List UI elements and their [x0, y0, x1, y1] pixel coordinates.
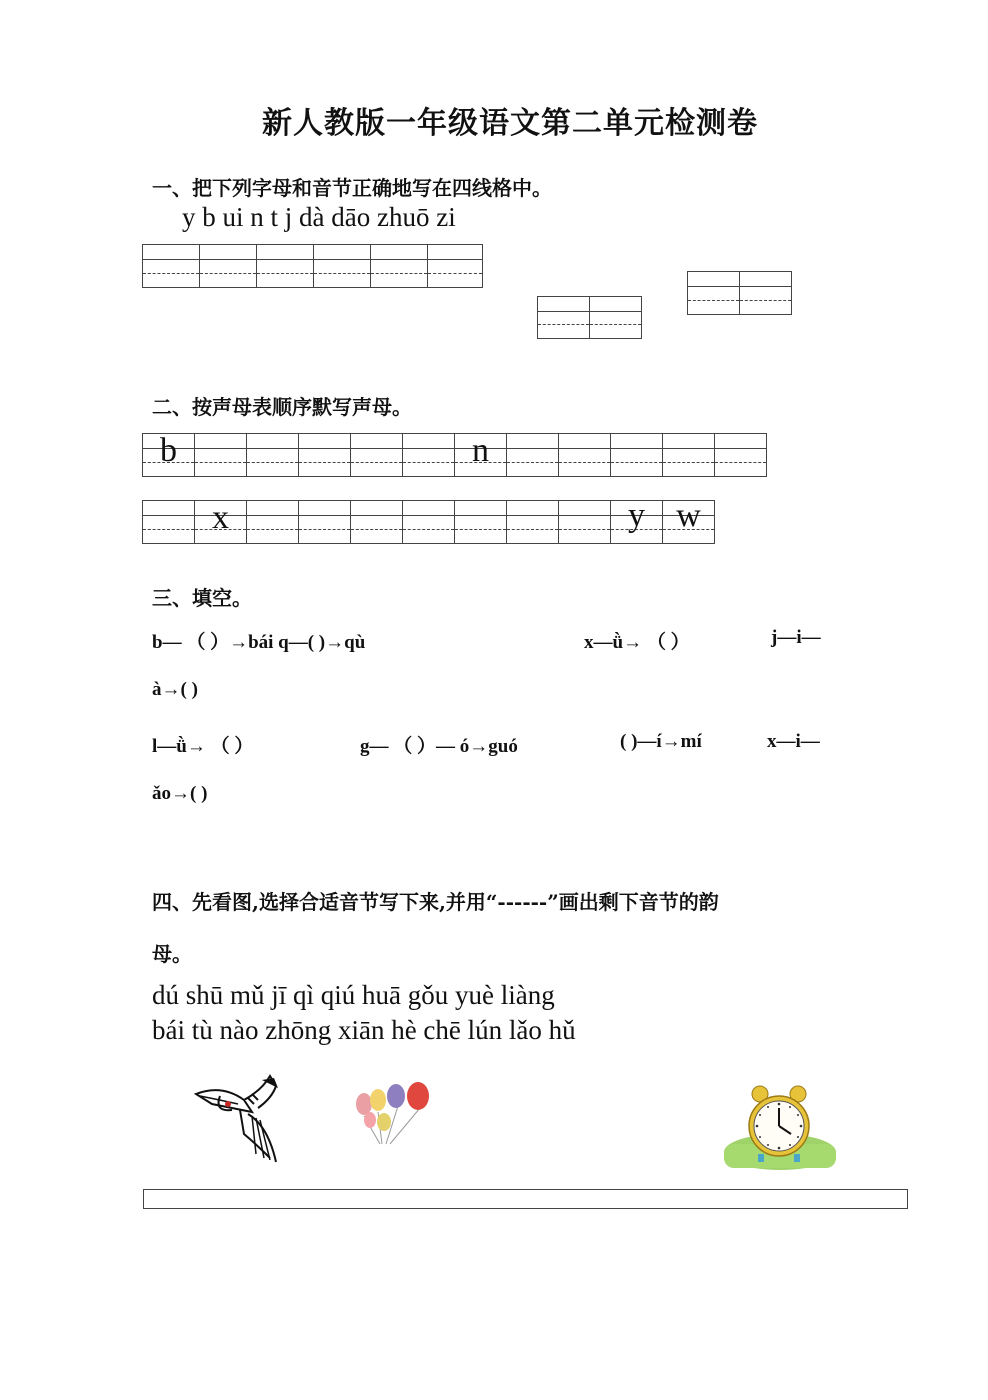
writing-grid-3[interactable] [687, 271, 792, 315]
fill-item: ( )—í→mí [620, 731, 702, 752]
writing-grid-2[interactable] [537, 296, 642, 339]
fill-item: b— （ ）→bái q—( )→qù [152, 632, 366, 653]
grid-letter: n [472, 432, 489, 469]
initials-grid-row1[interactable] [142, 433, 767, 477]
alarm-clock-icon [722, 1082, 840, 1172]
section2-heading: 二、按声母表顺序默写声母。 [152, 395, 412, 419]
answer-box[interactable] [143, 1189, 908, 1209]
section4-heading-cont: 母。 [152, 942, 192, 966]
grid-letter: y [628, 497, 645, 534]
fill-item: x—ǜ→ （ ） [584, 632, 690, 653]
page-title: 新人教版一年级语文第二单元检测卷 [262, 106, 758, 141]
balloons-icon [350, 1080, 440, 1148]
section4-heading: 四、先看图,选择合适音节写下来,并用“------”画出剩下音节的韵 [152, 890, 719, 914]
fill-item: g— （ ）— ó→guó [360, 736, 518, 757]
section1-items: y b ui n t j dà dāo zhuō zi [182, 202, 456, 232]
fill-item: l—ǜ→ （ ） [152, 736, 254, 757]
fill-item: x—i— [767, 731, 820, 752]
section3-heading: 三、填空。 [152, 586, 252, 610]
syllable-row-1: dú shū mǔ jī qì qiú huā gǒu yuè liàng [152, 980, 555, 1010]
crane-icon [192, 1074, 288, 1166]
section1-heading: 一、把下列字母和音节正确地写在四线格中。 [152, 176, 552, 200]
syllable-row-2: bái tù nào zhōng xiān hè chē lún lǎo hǔ [152, 1015, 576, 1045]
fill-item: à→( ) [152, 679, 198, 700]
fill-item: ǎo→( ) [152, 783, 208, 804]
grid-letter: x [212, 499, 229, 536]
fill-item: j—i— [771, 627, 821, 648]
grid-letter: b [160, 432, 177, 469]
grid-letter: w [676, 497, 701, 534]
writing-grid-1[interactable] [142, 244, 483, 288]
initials-grid-row2[interactable] [142, 497, 715, 544]
